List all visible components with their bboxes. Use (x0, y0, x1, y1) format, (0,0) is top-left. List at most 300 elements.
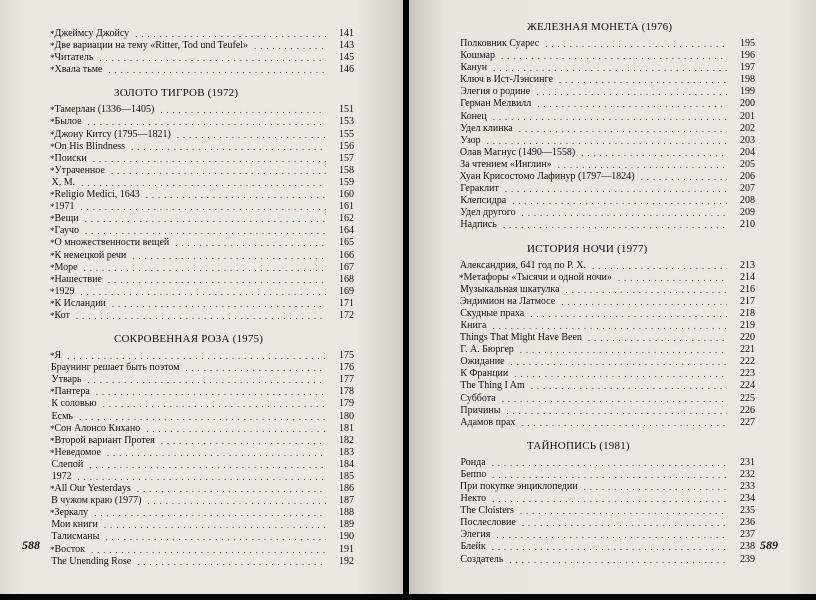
toc-entry (50, 116, 354, 128)
entry-page-number: 220 (740, 332, 755, 344)
asterisk-marker: * (50, 53, 55, 64)
entry-title: Утраченное (54, 164, 105, 176)
dot-leader (584, 481, 727, 493)
toc-entry (460, 344, 755, 356)
entry-title: Тамерлан (1336—1405) (54, 104, 155, 116)
dot-leader (81, 177, 326, 189)
entry-page-number: 231 (740, 456, 755, 468)
toc-entry (460, 468, 755, 481)
toc-entry (50, 422, 354, 435)
toc-entry (460, 553, 755, 566)
entry-page-number: 177 (339, 374, 354, 386)
entry-page-number: 178 (339, 386, 354, 398)
toc-entry (50, 40, 354, 52)
asterisk-marker: * (50, 484, 55, 495)
entry-page-number: 176 (339, 362, 354, 374)
entry-page-number: 179 (339, 398, 354, 410)
entry-title: О множественности вещей (54, 237, 170, 249)
page-number-left: 588 (22, 538, 40, 552)
toc-entry (460, 134, 755, 147)
entry-title: Метафоры «Тысячи и одной ночи» (463, 271, 612, 283)
table-of-contents-left (50, 28, 354, 568)
entry-page-number: 175 (339, 350, 354, 362)
entry-page-number: 160 (339, 189, 354, 201)
dot-leader (492, 320, 727, 332)
toc-entry (459, 259, 755, 272)
section-heading: ИСТОРИЯ НОЧИ (1977) (527, 242, 648, 255)
toc-entry (460, 356, 755, 368)
entry-page-number: 234 (740, 493, 755, 505)
entry-title: Пантера (54, 386, 90, 398)
toc-entry (50, 285, 354, 298)
dot-leader (618, 272, 727, 284)
entry-page-number: 153 (339, 116, 354, 128)
toc-entry (50, 249, 354, 262)
toc-entry (50, 213, 354, 225)
entry-title: Неведомое (54, 446, 101, 458)
toc-entry (460, 110, 755, 123)
entry-page-number: 225 (740, 392, 755, 404)
entry-title: Кот (54, 309, 70, 321)
dot-leader (108, 274, 326, 286)
entry-page-number: 213 (740, 259, 755, 271)
entry-page-number: 171 (339, 297, 354, 309)
toc-entry (460, 404, 755, 417)
toc-entry (50, 386, 354, 398)
dot-leader (91, 544, 326, 556)
dot-leader (108, 64, 326, 76)
dot-leader (160, 104, 326, 116)
dot-leader (511, 356, 727, 368)
entry-page-number: 151 (339, 104, 354, 116)
dot-leader (93, 153, 326, 165)
dot-leader (88, 116, 326, 128)
toc-entry (50, 297, 354, 310)
dot-leader (520, 505, 727, 517)
entry-title: Элегия о родине (460, 86, 531, 98)
dot-leader (514, 368, 727, 380)
toc-entry (51, 458, 354, 471)
entry-page-number: 222 (740, 356, 755, 368)
asterisk-marker: * (50, 238, 55, 249)
entry-title: Ожидание (460, 356, 505, 368)
asterisk-marker: * (50, 190, 55, 201)
dot-leader (85, 225, 326, 237)
entry-page-number: 200 (740, 98, 755, 110)
entry-title: Things That Might Have Been (459, 332, 582, 344)
entry-page-number: 162 (339, 213, 354, 225)
dot-leader (135, 28, 326, 40)
dot-leader (501, 50, 727, 62)
entry-title: При покупке энциклопедии (459, 481, 578, 492)
toc-entry (51, 398, 354, 410)
entry-page-number: 156 (339, 140, 354, 152)
entry-title: Гераклит (460, 183, 499, 195)
asterisk-marker: * (50, 202, 55, 213)
toc-entry (459, 481, 755, 493)
toc-entry (460, 283, 755, 296)
dot-leader (493, 62, 727, 74)
asterisk-marker: * (50, 105, 55, 116)
entry-page-number: 198 (740, 74, 755, 86)
section-heading: ЗОЛОТО ТИГРОВ (1972) (114, 87, 239, 100)
entry-title: Джону Китсу (1795—1821) (54, 128, 171, 140)
entry-page-number: 190 (339, 531, 354, 543)
entry-title: Я (54, 350, 62, 362)
entry-title: Religio Medici, 1643 (54, 189, 140, 201)
entry-title: On His Blindness (54, 140, 126, 152)
entry-title: Вещи (54, 213, 79, 225)
entry-page-number: 224 (740, 380, 755, 392)
asterisk-marker: * (50, 447, 55, 458)
toc-entry (50, 237, 354, 249)
entry-title: All Our Yesterdays (54, 483, 131, 495)
entry-page-number: 207 (740, 183, 755, 195)
toc-entry (50, 189, 354, 201)
dot-leader (103, 398, 326, 410)
entry-title: Читатель (54, 52, 94, 64)
toc-entry (50, 483, 354, 495)
toc-entry (50, 152, 354, 165)
entry-page-number: 189 (339, 519, 354, 531)
toc-entry (460, 86, 755, 98)
entry-page-number: 191 (339, 543, 354, 555)
entry-title: Полковник Суарес (460, 38, 540, 49)
entry-title: Клепсидра (460, 195, 507, 207)
entry-page-number: 195 (740, 38, 755, 49)
entry-title: The Cloisters (460, 505, 514, 517)
entry-page-number: 159 (339, 176, 354, 188)
asterisk-marker: * (50, 226, 55, 237)
entry-page-number: 226 (740, 404, 755, 416)
entry-page-number: 158 (339, 164, 354, 176)
toc-entry (50, 434, 354, 447)
asterisk-marker: * (50, 117, 55, 128)
dot-leader (496, 529, 727, 541)
dot-leader (99, 52, 326, 64)
dot-leader (89, 459, 326, 471)
toc-entry (460, 307, 755, 320)
toc-entry (50, 273, 354, 286)
asterisk-marker: * (50, 286, 55, 297)
dot-leader (161, 435, 326, 447)
toc-entry (460, 158, 755, 171)
toc-entry (460, 38, 755, 50)
entry-title: Мои книги (51, 519, 98, 531)
entry-page-number: 196 (740, 50, 755, 62)
entry-title: Зеркалу (54, 507, 89, 519)
dot-leader (509, 554, 727, 566)
dot-leader (492, 457, 727, 469)
entry-title: Беппо (460, 468, 487, 480)
section-heading: ЖЕЛЕЗНАЯ МОНЕТА (1976) (527, 21, 673, 33)
asterisk-marker: * (50, 129, 55, 140)
toc-entry (51, 555, 354, 568)
toc-entry (460, 74, 755, 86)
toc-entry (50, 225, 354, 237)
toc-entry (50, 507, 354, 519)
entry-title: Скудные праха (460, 307, 525, 319)
entry-page-number: 182 (339, 434, 354, 446)
toc-entry (51, 471, 354, 483)
toc-entry (460, 380, 755, 392)
dot-leader (104, 519, 326, 531)
dot-leader (105, 531, 326, 543)
entry-page-number: 157 (339, 152, 354, 164)
entry-page-number: 155 (339, 128, 354, 140)
section-heading: СОКРОВЕННАЯ РОЗА (1975) (114, 333, 264, 346)
entry-page-number: 143 (339, 40, 354, 52)
entry-title: За чтением «Инглин» (460, 158, 552, 170)
entry-title: Причины (460, 404, 501, 416)
page-number-right: 589 (760, 538, 778, 552)
toc-entry (50, 362, 354, 374)
toc-entry (460, 493, 755, 505)
entry-page-number: 202 (740, 122, 755, 134)
entry-page-number: 233 (740, 481, 755, 492)
entry-page-number: 188 (339, 507, 354, 519)
entry-title: Удел другого (460, 207, 516, 219)
asterisk-marker: * (50, 508, 55, 519)
toc-entry (50, 64, 354, 76)
entry-page-number: 145 (339, 52, 354, 64)
entry-page-number: 180 (339, 410, 354, 422)
dot-leader (588, 332, 727, 344)
toc-entry (50, 28, 354, 40)
entry-title: Г. А. Бюргер (460, 344, 514, 356)
entry-title: Море (54, 261, 78, 273)
dot-leader (185, 362, 326, 374)
entry-title: Слепой (51, 458, 84, 470)
entry-page-number: 203 (740, 134, 755, 146)
toc-entry (50, 164, 354, 177)
entry-title: Утварь (51, 374, 82, 386)
entry-title: Второй вариант Протея (54, 434, 155, 446)
entry-page-number: 167 (339, 261, 354, 273)
entry-page-number: 181 (339, 422, 354, 434)
entry-title: Ключ в Ист-Лэнсинге (460, 74, 553, 86)
dot-leader (512, 195, 727, 207)
dot-leader (581, 147, 727, 159)
entry-page-number: 197 (740, 62, 755, 74)
dot-leader (506, 405, 727, 417)
toc-entry (50, 309, 354, 322)
dot-leader (81, 201, 327, 213)
entry-title: Ронда (460, 456, 486, 468)
entry-page-number: 201 (740, 110, 755, 122)
dot-leader (85, 213, 326, 225)
entry-page-number: 219 (740, 319, 755, 331)
toc-entry (460, 456, 755, 469)
dot-leader (67, 350, 326, 362)
dot-leader (545, 38, 727, 50)
entry-title: 1972 (51, 471, 72, 482)
asterisk-marker: * (50, 41, 55, 52)
toc-entry (50, 52, 354, 64)
toc-entry (460, 416, 755, 429)
entry-title: The Thing I Am (460, 380, 525, 392)
toc-entry (50, 350, 354, 362)
dot-leader (530, 308, 727, 320)
toc-entry (50, 104, 354, 116)
entry-page-number: 210 (740, 219, 755, 231)
entry-page-number: 186 (339, 483, 354, 495)
entry-title: Конец (460, 110, 487, 122)
entry-title: 1929 (54, 285, 75, 297)
dot-leader (107, 447, 326, 459)
entry-page-number: 217 (740, 295, 755, 307)
dot-leader (502, 393, 727, 405)
toc-entry (460, 98, 755, 110)
entry-title: Надпись (460, 219, 497, 231)
toc-entry (460, 505, 755, 517)
dot-leader (94, 507, 326, 519)
entry-page-number: 184 (339, 458, 354, 470)
toc-entry (460, 195, 755, 207)
dot-leader (81, 286, 327, 298)
dot-leader (492, 541, 727, 553)
dot-leader (487, 135, 727, 147)
dot-leader (558, 159, 727, 171)
entry-title: Некто (460, 493, 487, 505)
asterisk-marker: * (50, 423, 55, 434)
dot-leader (79, 411, 326, 423)
right-page (409, 0, 816, 600)
entry-title: Нашествие (54, 273, 102, 285)
dot-leader (88, 374, 326, 386)
toc-entry (460, 62, 755, 74)
entry-page-number: 238 (740, 541, 755, 553)
toc-entry (51, 531, 354, 543)
dot-leader (254, 40, 326, 52)
entry-page-number: 141 (339, 28, 354, 39)
entry-page-number: 161 (339, 201, 354, 213)
dot-leader (76, 310, 326, 322)
toc-entry (50, 446, 354, 459)
table-of-contents-right (459, 18, 755, 566)
table-edge (0, 594, 816, 600)
toc-entry (460, 207, 755, 219)
toc-entry (50, 261, 354, 274)
dot-leader (177, 129, 326, 141)
dot-leader (492, 493, 727, 505)
dot-leader (519, 123, 727, 135)
entry-page-number: 199 (740, 86, 755, 98)
entry-page-number: 166 (339, 249, 354, 261)
toc-entry (51, 374, 354, 386)
left-page (0, 0, 405, 600)
entry-title: Хуан Крисостомо Лафинур (1797—1824) (459, 171, 635, 183)
entry-title: Гаучо (54, 225, 79, 237)
entry-title: К соловью (51, 398, 97, 410)
entry-title: Две вариации на тему «Ritter, Tod und Teufel» (54, 40, 249, 52)
entry-title: Музыкальная шкатулка (460, 283, 560, 295)
dot-leader (592, 260, 727, 272)
entry-title: 1971 (54, 201, 75, 213)
dot-leader (111, 165, 326, 177)
dot-leader (84, 262, 326, 274)
asterisk-marker: * (50, 351, 55, 362)
entry-page-number: 164 (339, 225, 354, 237)
toc-entry (460, 219, 755, 231)
toc-entry (460, 50, 755, 62)
entry-title: Джеймсу Джойсу (54, 28, 130, 39)
entry-page-number: 214 (740, 271, 755, 283)
toc-entry (460, 295, 755, 308)
dot-leader (559, 74, 727, 86)
dot-leader (521, 417, 727, 429)
asterisk-marker: * (50, 544, 55, 555)
asterisk-marker: * (50, 274, 55, 285)
toc-entry (51, 176, 354, 189)
dot-leader (566, 284, 727, 296)
dot-leader (536, 86, 727, 98)
dot-leader (492, 469, 727, 481)
entry-title: Есмь (51, 410, 73, 422)
entry-title: Книга (460, 319, 487, 331)
entry-title: The Unending Rose (51, 555, 132, 567)
toc-entry (459, 271, 755, 284)
toc-entry (460, 392, 755, 405)
dot-leader (146, 423, 326, 435)
dot-leader (522, 207, 727, 219)
asterisk-marker: * (50, 153, 55, 164)
entry-page-number: 232 (740, 468, 755, 480)
dot-leader (531, 380, 727, 392)
entry-page-number: 227 (740, 416, 755, 428)
dot-leader (137, 556, 326, 568)
entry-page-number: 216 (740, 283, 755, 295)
dot-leader (493, 111, 727, 123)
toc-entry (459, 332, 755, 344)
entry-page-number: 192 (339, 555, 354, 567)
dot-leader (78, 471, 326, 483)
entry-page-number: 237 (740, 529, 755, 541)
dot-leader (112, 298, 326, 310)
entry-title: К немецкой речи (54, 249, 127, 261)
entry-title: К Франции (460, 368, 509, 380)
dot-leader (522, 517, 727, 529)
toc-entry (50, 140, 354, 153)
asterisk-marker: * (50, 298, 55, 309)
entry-page-number: 204 (740, 146, 755, 158)
asterisk-marker: * (50, 435, 55, 446)
entry-title: Послесловие (460, 517, 516, 529)
toc-entry (50, 201, 354, 213)
entry-page-number: 187 (339, 495, 354, 507)
toc-entry (459, 171, 755, 183)
entry-title: Былое (54, 116, 82, 128)
dot-leader (137, 483, 326, 495)
dot-leader (132, 250, 326, 262)
toc-entry (460, 183, 755, 195)
entry-title: К Исландии (54, 297, 106, 309)
toc-entry (460, 368, 755, 380)
asterisk-marker: * (50, 29, 55, 39)
toc-entry (50, 128, 354, 141)
entry-title: Олав Магнус (1490—1558) (459, 146, 576, 158)
dot-leader (561, 296, 727, 308)
entry-page-number: 223 (740, 368, 755, 380)
entry-title: Адамов прах (460, 416, 516, 428)
entry-page-number: 183 (339, 446, 354, 458)
entry-title: В чужом краю (1977) (51, 495, 142, 507)
entry-title: Создатель (460, 553, 504, 565)
entry-title: Браунинг решает быть поэтом (50, 362, 180, 374)
asterisk-marker: * (50, 310, 55, 321)
entry-title: Удел клинка (460, 122, 513, 134)
dot-leader (147, 495, 326, 507)
